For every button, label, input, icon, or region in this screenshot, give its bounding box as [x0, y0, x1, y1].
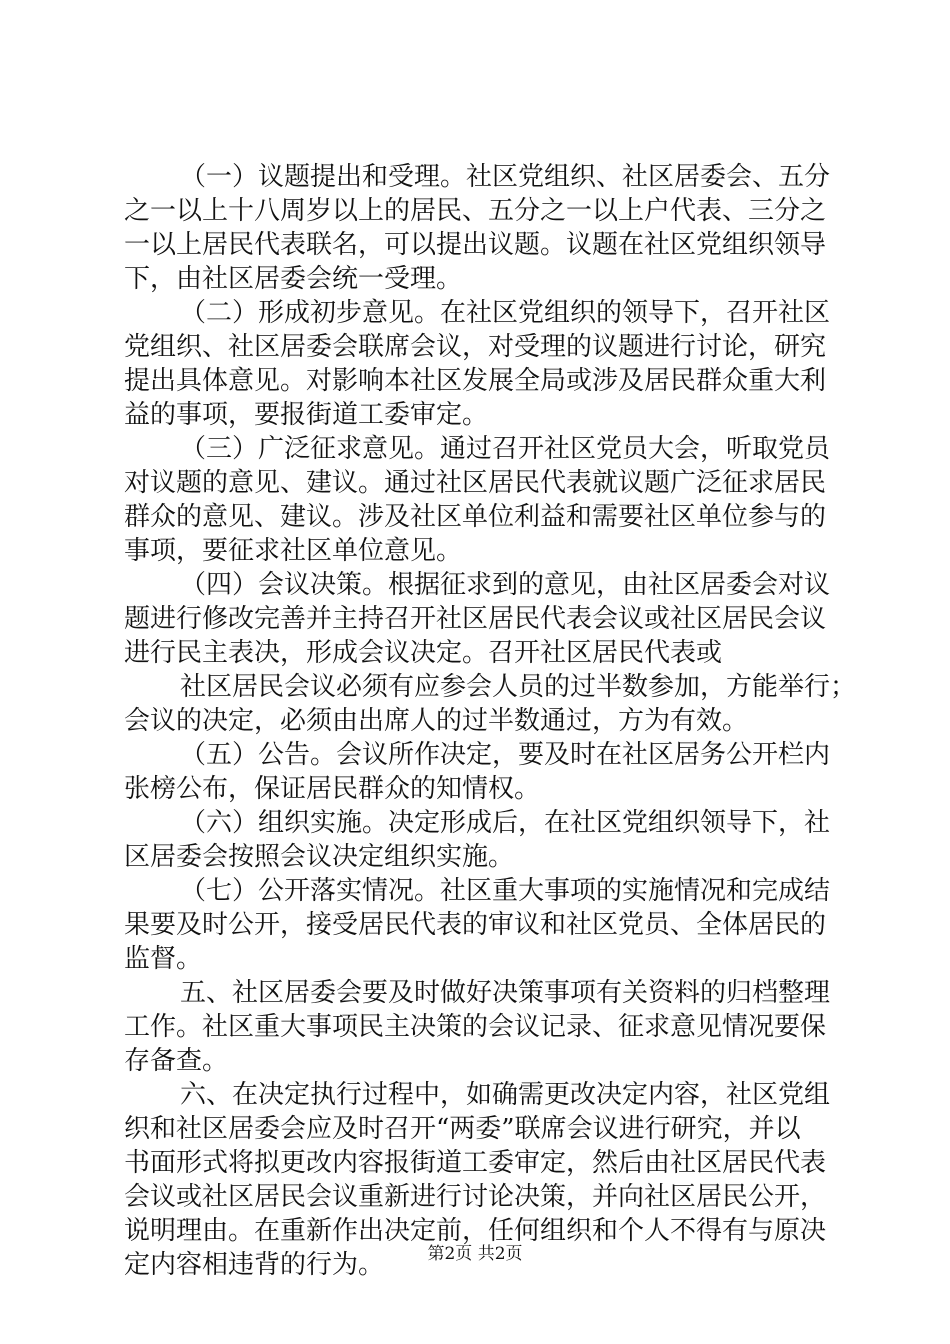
text-line: 监督。 — [124, 944, 203, 974]
text-line: 张榜公布，保证居民群众的知情权。 — [124, 774, 541, 804]
page-number-footer: 第2页 共2页 — [427, 1244, 523, 1264]
paragraph-4 — [0, 568, 950, 670]
document-body — [0, 160, 950, 1282]
text-line: 题进行修改完善并主持召开社区居民代表会议或社区居民会议 — [124, 604, 827, 634]
text-line: （七）公开落实情况。社区重大事项的实施情况和完成结 — [180, 876, 831, 906]
text-line: 书面形式将拟更改内容报街道工委审定，然后由社区居民代表 — [124, 1148, 827, 1178]
text-line: 益的事项，要报街道工委审定。 — [124, 400, 489, 430]
text-line: 五、社区居委会要及时做好决策事项有关资料的归档整理 — [180, 978, 831, 1008]
text-line: 提出具体意见。对影响本社区发展全局或涉及居民群众重大利 — [124, 366, 827, 396]
text-line: 事项，要征求社区单位意见。 — [124, 536, 463, 566]
paragraph-8 — [0, 874, 950, 976]
text-line: 之一以上十八周岁以上的居民、五分之一以上户代表、三分之 — [124, 196, 827, 226]
paragraph-5 — [0, 670, 950, 738]
text-line: 工作。社区重大事项民主决策的会议记录、征求意见情况要保 — [124, 1012, 827, 1042]
text-line: 党组织、社区居委会联席会议，对受理的议题进行讨论，研究 — [124, 332, 827, 362]
text-line: 对议题的意见、建议。通过社区居民代表就议题广泛征求居民 — [124, 468, 827, 498]
paragraph-9 — [0, 976, 950, 1078]
text-line: 果要及时公开，接受居民代表的审议和社区党员、全体居民的 — [124, 910, 827, 940]
paragraph-1 — [0, 160, 950, 296]
text-line: 一以上居民代表联名，可以提出议题。议题在社区党组织领导 — [124, 230, 827, 260]
text-line: （四）会议决策。根据征求到的意见，由社区居委会对议 — [180, 570, 831, 600]
text-line: （六）组织实施。决定形成后，在社区党组织领导下，社 — [180, 808, 831, 838]
text-line: 区居委会按照会议决定组织实施。 — [124, 842, 515, 872]
text-line: 群众的意见、建议。涉及社区单位利益和需要社区单位参与的 — [124, 502, 827, 532]
paragraph-3 — [0, 432, 950, 568]
paragraph-7 — [0, 806, 950, 874]
text-line: 社区居民会议必须有应参会人员的过半数参加，方能举行； — [180, 672, 857, 702]
text-line: 六、在决定执行过程中，如确需更改决定内容，社区党组 — [180, 1080, 831, 1110]
text-line: （二）形成初步意见。在社区党组织的领导下，召开社区 — [180, 298, 831, 328]
text-line: 进行民主表决，形成会议决定。召开社区居民代表或 — [124, 638, 723, 668]
text-line: 下，由社区居委会统一受理。 — [124, 264, 463, 294]
text-line: （三）广泛征求意见。通过召开社区党员大会，听取党员 — [180, 434, 831, 464]
text-line: 定内容相违背的行为。 — [124, 1250, 385, 1280]
text-line: （五）公告。会议所作决定，要及时在社区居务公开栏内 — [180, 740, 831, 770]
text-line: （一）议题提出和受理。社区党组织、社区居委会、五分 — [180, 162, 831, 192]
paragraph-2 — [0, 296, 950, 432]
paragraph-6 — [0, 738, 950, 806]
text-line: 说明理由。在重新作出决定前，任何组织和个人不得有与原决 — [124, 1216, 827, 1246]
text-line: 会议的决定，必须由出席人的过半数通过，方为有效。 — [124, 706, 749, 736]
text-line: 存备查。 — [124, 1046, 229, 1076]
text-line: 会议或社区居民会议重新进行讨论决策，并向社区居民公开， — [124, 1182, 827, 1212]
text-line: 织和社区居委会应及时召开“两委”联席会议进行研究，并以 — [124, 1114, 801, 1144]
